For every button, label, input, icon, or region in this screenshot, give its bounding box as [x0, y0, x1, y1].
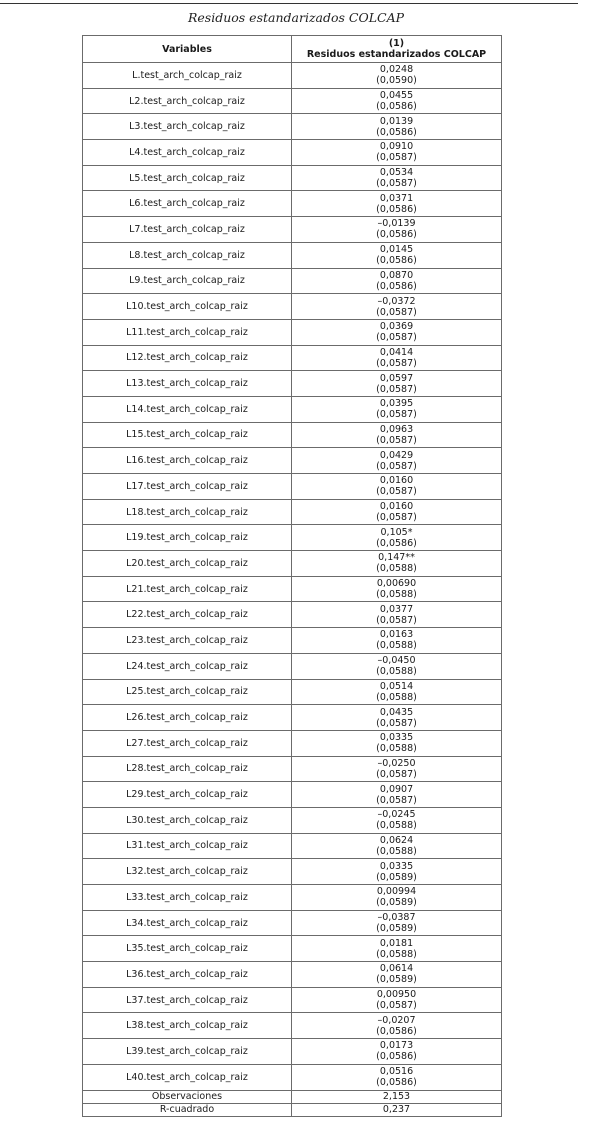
coefficient-value: 0,0514: [379, 680, 414, 692]
standard-error-value: (0,0586): [376, 126, 417, 138]
stat-row: [83, 1090, 502, 1103]
coefficient-value: 0,147**: [378, 552, 415, 564]
standard-error-value: (0,0587): [376, 794, 417, 806]
coefficient-cell: [292, 345, 502, 371]
table-row: [83, 885, 502, 911]
coefficient-value: 0,00690: [376, 578, 417, 590]
table-row: [83, 191, 502, 217]
variable-name: L19.test_arch_colcap_raiz: [83, 525, 292, 551]
standard-error-value: (0,0588): [376, 948, 417, 960]
coefficient-value: 0,0455: [379, 90, 414, 102]
coefficient-cell: [292, 833, 502, 859]
variable-name: L11.test_arch_colcap_raiz: [83, 319, 292, 345]
coefficient-value: 0,0907: [379, 783, 414, 795]
standard-error-value: (0,0587): [376, 486, 417, 498]
coefficient-value: 0,0614: [379, 963, 414, 975]
coefficient-value: 0,0429: [379, 449, 414, 461]
variable-name: L37.test_arch_colcap_raiz: [83, 987, 292, 1013]
table-row: [83, 140, 502, 166]
coefficient-value: 0,0910: [379, 141, 414, 153]
coefficient-cell: [292, 936, 502, 962]
variable-name: L22.test_arch_colcap_raiz: [83, 602, 292, 628]
table-row: [83, 859, 502, 885]
coefficient-cell: [292, 679, 502, 705]
variable-name: L31.test_arch_colcap_raiz: [83, 833, 292, 859]
variable-name: L29.test_arch_colcap_raiz: [83, 782, 292, 808]
variable-name: L24.test_arch_colcap_raiz: [83, 653, 292, 679]
coefficient-cell: [292, 474, 502, 500]
stat-row: [83, 1103, 502, 1116]
variable-name: L34.test_arch_colcap_raiz: [83, 910, 292, 936]
variable-name: L33.test_arch_colcap_raiz: [83, 885, 292, 911]
standard-error-value: (0,0586): [376, 1025, 417, 1037]
coefficient-cell: [292, 217, 502, 243]
coefficient-value: –0,0387: [377, 912, 416, 924]
coefficient-value: –0,0245: [377, 809, 416, 821]
table-row: [83, 833, 502, 859]
coefficient-value: 0,0181: [379, 937, 414, 949]
table-row: [83, 268, 502, 294]
variable-name: L2.test_arch_colcap_raiz: [83, 88, 292, 114]
table-row: [83, 962, 502, 988]
stat-value: 0,237: [292, 1103, 502, 1116]
coefficient-cell: [292, 705, 502, 731]
variable-name: L38.test_arch_colcap_raiz: [83, 1013, 292, 1039]
coefficient-cell: [292, 268, 502, 294]
standard-error-value: (0,0587): [376, 409, 417, 421]
coefficient-value: –0,0450: [377, 655, 416, 667]
coefficient-value: 0,0163: [379, 629, 414, 641]
coefficient-cell: [292, 1039, 502, 1065]
standard-error-value: (0,0587): [376, 614, 417, 626]
standard-error-value: (0,0586): [376, 1051, 417, 1063]
header-model-number: (1): [388, 38, 405, 49]
stat-label: Observaciones: [83, 1090, 292, 1103]
coefficient-cell: [292, 782, 502, 808]
standard-error-value: (0,0587): [376, 717, 417, 729]
coefficient-cell: [292, 987, 502, 1013]
standard-error-value: (0,0586): [376, 1077, 417, 1089]
standard-error-value: (0,0587): [376, 1000, 417, 1012]
coefficient-cell: [292, 422, 502, 448]
regression-table: [82, 35, 502, 1117]
coefficient-cell: [292, 628, 502, 654]
coefficient-cell: [292, 242, 502, 268]
table-row: [83, 217, 502, 243]
coefficient-cell: [292, 653, 502, 679]
table-row: [83, 371, 502, 397]
table-row: [83, 782, 502, 808]
standard-error-value: (0,0588): [376, 820, 417, 832]
page-title: Residuos estandarizados COLCAP: [187, 10, 405, 25]
variable-name: L26.test_arch_colcap_raiz: [83, 705, 292, 731]
standard-error-value: (0,0587): [376, 460, 417, 472]
coefficient-cell: [292, 859, 502, 885]
stat-label: R-cuadrado: [83, 1103, 292, 1116]
coefficient-value: 0,00950: [376, 989, 417, 1001]
variable-name: L5.test_arch_colcap_raiz: [83, 165, 292, 191]
standard-error-value: (0,0587): [376, 332, 417, 344]
coefficient-value: –0,0207: [377, 1014, 416, 1026]
table-row: [83, 1039, 502, 1065]
header-variables: Variables: [83, 36, 292, 63]
coefficient-cell: [292, 140, 502, 166]
table-row: [83, 88, 502, 114]
variable-name: L13.test_arch_colcap_raiz: [83, 371, 292, 397]
coefficient-value: 0,0624: [379, 834, 414, 846]
coefficient-cell: [292, 191, 502, 217]
variable-name: L32.test_arch_colcap_raiz: [83, 859, 292, 885]
variable-name: L25.test_arch_colcap_raiz: [83, 679, 292, 705]
standard-error-value: (0,0587): [376, 306, 417, 318]
coefficient-value: 0,0377: [379, 603, 414, 615]
variable-name: L36.test_arch_colcap_raiz: [83, 962, 292, 988]
coefficient-value: 0,105*: [380, 526, 413, 538]
variable-name: L39.test_arch_colcap_raiz: [83, 1039, 292, 1065]
standard-error-value: (0,0586): [376, 229, 417, 241]
coefficient-cell: [292, 396, 502, 422]
coefficient-value: 0,0963: [379, 423, 414, 435]
coefficient-cell: [292, 371, 502, 397]
table-row: [83, 345, 502, 371]
standard-error-value: (0,0587): [376, 152, 417, 164]
variable-name: L14.test_arch_colcap_raiz: [83, 396, 292, 422]
stat-value: 2,153: [292, 1090, 502, 1103]
coefficient-value: 0,0395: [379, 398, 414, 410]
coefficient-value: –0,0250: [377, 757, 416, 769]
standard-error-value: (0,0587): [376, 383, 417, 395]
standard-error-value: (0,0589): [376, 897, 417, 909]
variable-name: L10.test_arch_colcap_raiz: [83, 294, 292, 320]
table-row: [83, 319, 502, 345]
coefficient-value: 0,0870: [379, 269, 414, 281]
standard-error-value: (0,0587): [376, 178, 417, 190]
coefficient-cell: [292, 88, 502, 114]
coefficient-cell: [292, 576, 502, 602]
table-header-row: [83, 36, 502, 63]
table-row: [83, 602, 502, 628]
coefficient-cell: [292, 910, 502, 936]
coefficient-value: 0,0145: [379, 244, 414, 256]
standard-error-value: (0,0589): [376, 923, 417, 935]
standard-error-value: (0,0588): [376, 589, 417, 601]
coefficient-cell: [292, 294, 502, 320]
table-row: [83, 165, 502, 191]
coefficient-value: 0,0516: [379, 1066, 414, 1078]
standard-error-value: (0,0589): [376, 974, 417, 986]
variable-name: L7.test_arch_colcap_raiz: [83, 217, 292, 243]
variable-name: L35.test_arch_colcap_raiz: [83, 936, 292, 962]
table-row: [83, 910, 502, 936]
coefficient-value: 0,0371: [379, 192, 414, 204]
standard-error-value: (0,0586): [376, 280, 417, 292]
coefficient-value: 0,0160: [379, 501, 414, 513]
variable-name: L9.test_arch_colcap_raiz: [83, 268, 292, 294]
standard-error-value: (0,0586): [376, 255, 417, 267]
coefficient-value: 0,0335: [379, 732, 414, 744]
coefficient-cell: [292, 1064, 502, 1090]
regression-table-body: [83, 36, 502, 1117]
header-model: [292, 36, 502, 63]
coefficient-cell: [292, 63, 502, 89]
coefficient-value: 0,0369: [379, 321, 414, 333]
table-row: [83, 628, 502, 654]
coefficient-value: 0,0597: [379, 372, 414, 384]
standard-error-value: (0,0588): [376, 666, 417, 678]
standard-error-value: (0,0586): [376, 203, 417, 215]
coefficient-cell: [292, 319, 502, 345]
table-row: [83, 448, 502, 474]
coefficient-cell: [292, 962, 502, 988]
standard-error-value: (0,0590): [376, 75, 417, 87]
coefficient-cell: [292, 756, 502, 782]
variable-name: L.test_arch_colcap_raiz: [83, 63, 292, 89]
standard-error-value: (0,0587): [376, 512, 417, 524]
variable-name: L28.test_arch_colcap_raiz: [83, 756, 292, 782]
coefficient-cell: [292, 165, 502, 191]
variable-name: L4.test_arch_colcap_raiz: [83, 140, 292, 166]
coefficient-value: 0,0335: [379, 860, 414, 872]
variable-name: L30.test_arch_colcap_raiz: [83, 807, 292, 833]
variable-name: L20.test_arch_colcap_raiz: [83, 551, 292, 577]
table-row: [83, 653, 502, 679]
standard-error-value: (0,0586): [376, 101, 417, 113]
coefficient-value: 0,0139: [379, 115, 414, 127]
coefficient-cell: [292, 807, 502, 833]
variable-name: L16.test_arch_colcap_raiz: [83, 448, 292, 474]
header-model-label: Residuos estandarizados COLCAP: [306, 49, 487, 60]
variable-name: L17.test_arch_colcap_raiz: [83, 474, 292, 500]
variable-name: L8.test_arch_colcap_raiz: [83, 242, 292, 268]
variable-name: L15.test_arch_colcap_raiz: [83, 422, 292, 448]
coefficient-cell: [292, 730, 502, 756]
variable-name: L23.test_arch_colcap_raiz: [83, 628, 292, 654]
table-row: [83, 499, 502, 525]
top-rule: [0, 3, 578, 4]
coefficient-cell: [292, 499, 502, 525]
coefficient-value: –0,0372: [377, 295, 416, 307]
coefficient-value: 0,00994: [376, 886, 417, 898]
standard-error-value: (0,0589): [376, 871, 417, 883]
table-row: [83, 525, 502, 551]
table-row: [83, 294, 502, 320]
table-row: [83, 114, 502, 140]
coefficient-value: 0,0534: [379, 167, 414, 179]
coefficient-value: 0,0414: [379, 346, 414, 358]
coefficient-value: 0,0248: [379, 64, 414, 76]
table-row: [83, 551, 502, 577]
table-row: [83, 576, 502, 602]
standard-error-value: (0,0587): [376, 434, 417, 446]
coefficient-cell: [292, 551, 502, 577]
variable-name: L3.test_arch_colcap_raiz: [83, 114, 292, 140]
table-row: [83, 242, 502, 268]
table-row: [83, 396, 502, 422]
standard-error-value: (0,0588): [376, 691, 417, 703]
coefficient-cell: [292, 602, 502, 628]
coefficient-cell: [292, 1013, 502, 1039]
coefficient-cell: [292, 885, 502, 911]
variable-name: L6.test_arch_colcap_raiz: [83, 191, 292, 217]
standard-error-value: (0,0588): [376, 743, 417, 755]
coefficient-value: 0,0435: [379, 706, 414, 718]
standard-error-value: (0,0588): [376, 845, 417, 857]
table-row: [83, 756, 502, 782]
table-row: [83, 63, 502, 89]
table-row: [83, 1013, 502, 1039]
table-row: [83, 936, 502, 962]
variable-name: L12.test_arch_colcap_raiz: [83, 345, 292, 371]
table-row: [83, 679, 502, 705]
standard-error-value: (0,0587): [376, 768, 417, 780]
coefficient-cell: [292, 448, 502, 474]
coefficient-cell: [292, 525, 502, 551]
table-row: [83, 705, 502, 731]
table-row: [83, 807, 502, 833]
standard-error-value: (0,0588): [376, 563, 417, 575]
table-row: [83, 474, 502, 500]
table-row: [83, 730, 502, 756]
variable-name: L27.test_arch_colcap_raiz: [83, 730, 292, 756]
coefficient-value: –0,0139: [377, 218, 416, 230]
coefficient-cell: [292, 114, 502, 140]
coefficient-value: 0,0173: [379, 1040, 414, 1052]
standard-error-value: (0,0587): [376, 357, 417, 369]
table-row: [83, 1064, 502, 1090]
variable-name: L21.test_arch_colcap_raiz: [83, 576, 292, 602]
standard-error-value: (0,0586): [376, 537, 417, 549]
table-row: [83, 422, 502, 448]
variable-name: L40.test_arch_colcap_raiz: [83, 1064, 292, 1090]
table-row: [83, 987, 502, 1013]
coefficient-value: 0,0160: [379, 475, 414, 487]
variable-name: L18.test_arch_colcap_raiz: [83, 499, 292, 525]
standard-error-value: (0,0588): [376, 640, 417, 652]
